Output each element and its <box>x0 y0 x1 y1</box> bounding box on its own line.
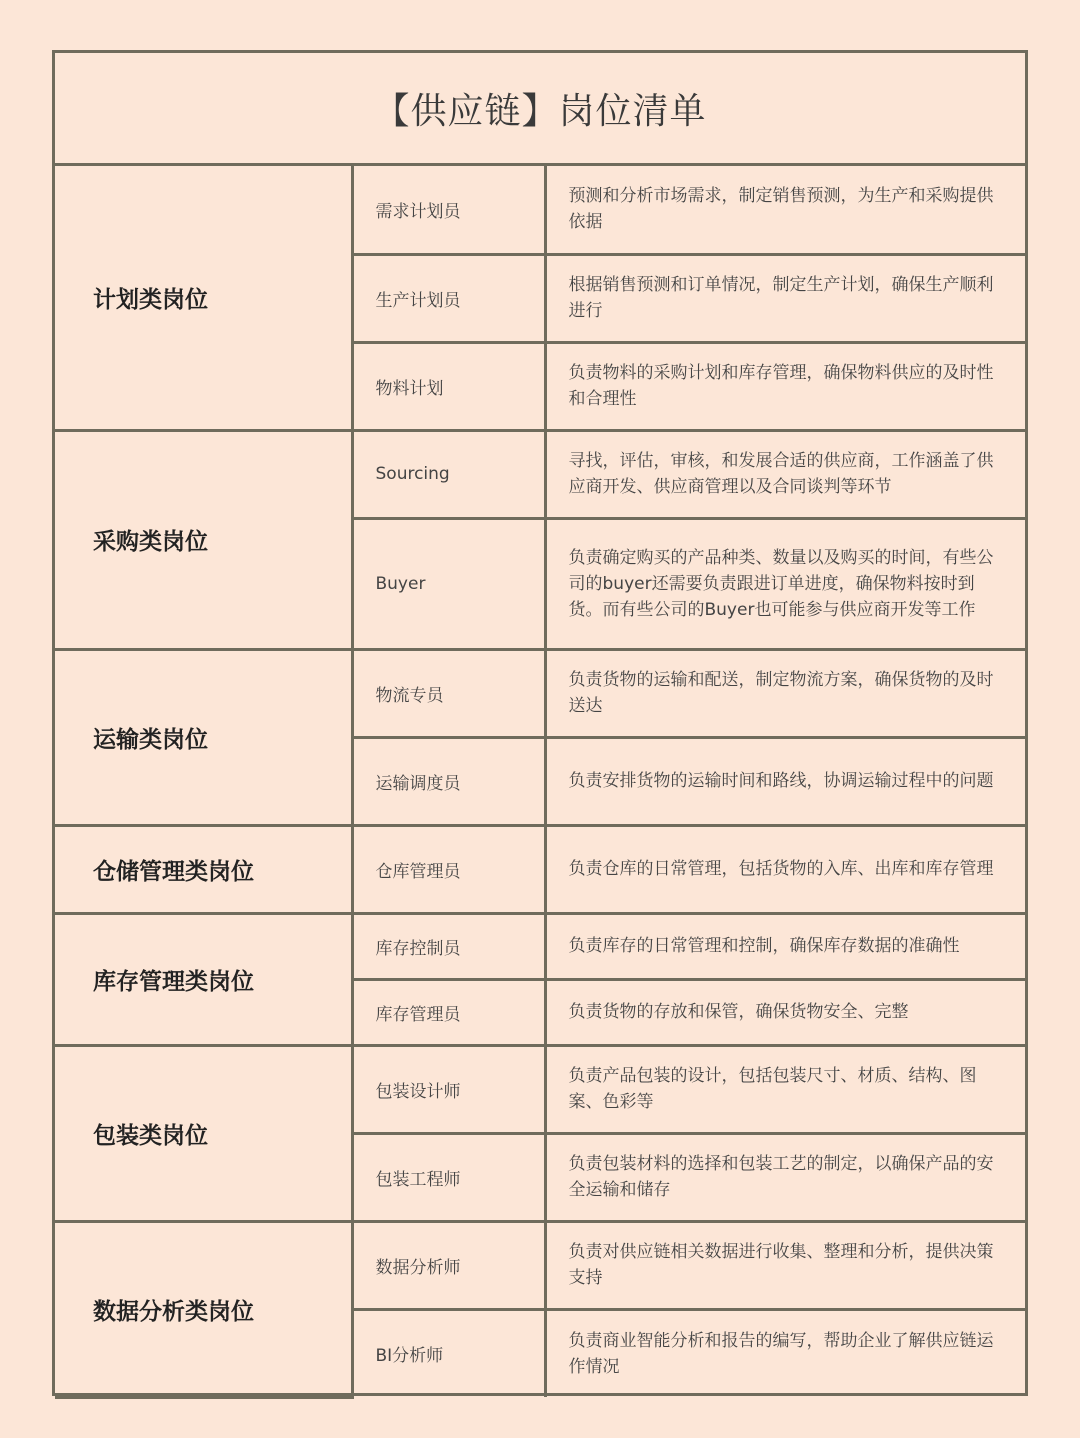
category-cell <box>55 430 352 649</box>
position-cell <box>352 913 545 979</box>
position-cell <box>352 342 545 430</box>
description-cell <box>545 430 1025 518</box>
position-cell <box>352 1221 545 1309</box>
description-text: 负责物料的采购计划和库存管理，确保物料供应的及时性和合理性 <box>568 363 994 409</box>
position-cell <box>352 254 545 342</box>
description-text: 负责对供应链相关数据进行收集、整理和分析，提供决策支持 <box>568 1242 994 1288</box>
category-cell <box>55 166 352 430</box>
description-text: 负责商业智能分析和报告的编写，帮助企业了解供应链运作情况 <box>568 1330 994 1377</box>
description-text: 根据销售预测和订单情况，制定生产计划，确保生产顺利进行 <box>568 275 994 321</box>
category-cell <box>55 1221 352 1397</box>
description-cell <box>545 1221 1025 1309</box>
description-cell <box>545 649 1025 737</box>
position-label: 仓库管理员 <box>375 861 461 882</box>
category-cell <box>55 913 352 1045</box>
table-row <box>55 1221 1025 1309</box>
position-cell <box>352 825 545 913</box>
position-label: 物流专员 <box>375 685 444 706</box>
description-cell <box>545 825 1025 913</box>
position-label: 包装工程师 <box>375 1169 461 1190</box>
position-label: Sourcing <box>375 464 450 484</box>
position-cell <box>352 649 545 737</box>
title-row <box>55 53 1025 166</box>
position-label: 包装设计师 <box>375 1081 461 1102</box>
description-cell <box>545 518 1025 649</box>
position-cell <box>352 737 545 825</box>
job-list-sheet <box>52 50 1028 1396</box>
description-text: 负责货物的运输和配送，制定物流方案，确保货物的及时送达 <box>568 670 994 716</box>
description-text: 预测和分析市场需求，制定销售预测，为生产和采购提供依据 <box>568 186 994 233</box>
table-row <box>55 649 1025 737</box>
description-cell <box>545 737 1025 825</box>
category-label: 采购类岗位 <box>93 529 208 555</box>
description-cell <box>545 1045 1025 1133</box>
description-text: 负责库存的日常管理和控制，确保库存数据的准确性 <box>568 936 960 956</box>
table-row <box>55 430 1025 518</box>
description-cell <box>545 342 1025 430</box>
table-row <box>55 825 1025 913</box>
description-text: 负责仓库的日常管理，包括货物的入库、出库和库存管理 <box>568 859 994 879</box>
category-label: 包装类岗位 <box>93 1122 208 1149</box>
category-label: 运输类岗位 <box>93 726 208 753</box>
description-cell <box>545 1133 1025 1221</box>
category-cell <box>55 649 352 825</box>
position-label: 运输调度员 <box>375 773 461 794</box>
category-cell <box>55 825 352 913</box>
description-text: 负责货物的存放和保管，确保货物安全、完整 <box>568 1002 909 1022</box>
description-cell <box>545 166 1025 254</box>
table-row <box>55 166 1025 254</box>
job-table-body <box>55 166 1025 1397</box>
category-label: 计划类岗位 <box>93 286 208 313</box>
position-cell <box>352 1045 545 1133</box>
category-label: 数据分析类岗位 <box>93 1298 254 1325</box>
description-text: 负责安排货物的运输时间和路线，协调运输过程中的问题 <box>568 771 994 791</box>
description-cell <box>545 1309 1025 1397</box>
position-label: 库存控制员 <box>375 938 461 959</box>
position-label: 物料计划 <box>375 378 444 399</box>
description-cell <box>545 254 1025 342</box>
description-cell <box>545 913 1025 979</box>
position-label: Buyer <box>375 573 426 594</box>
description-text: 负责包装材料的选择和包装工艺的制定，以确保产品的安全运输和储存 <box>568 1154 994 1200</box>
description-cell <box>545 979 1025 1045</box>
table-row <box>55 913 1025 979</box>
page-title: 【供应链】岗位清单 <box>373 90 707 132</box>
position-label: 需求计划员 <box>375 201 461 222</box>
category-cell <box>55 1045 352 1221</box>
position-label: 库存管理员 <box>375 1004 461 1025</box>
description-text: 寻找，评估，审核，和发展合适的供应商，工作涵盖了供应商开发、供应商管理以及合同谈判等环节 <box>568 451 994 497</box>
position-label: 数据分析师 <box>375 1257 461 1278</box>
position-cell <box>352 1309 545 1397</box>
position-cell <box>352 979 545 1045</box>
description-text: 负责产品包装的设计，包括包装尺寸、材质、结构、图案、色彩等 <box>568 1066 977 1112</box>
category-label: 仓储管理类岗位 <box>93 858 254 885</box>
table-row <box>55 1045 1025 1133</box>
position-cell <box>352 430 545 518</box>
position-cell <box>352 518 545 649</box>
category-label: 库存管理类岗位 <box>93 968 254 995</box>
position-cell <box>352 166 545 254</box>
description-text: 负责确定购买的产品种类、数量以及购买的时间，有些公司的buyer还需要负责跟进订单进度，确保物料按时到货。而有些公司的Buyer也可能参与供应商开发等工作 <box>568 547 994 620</box>
job-table <box>55 166 1025 1399</box>
position-label: BI分析师 <box>375 1346 444 1367</box>
position-label: 生产计划员 <box>375 290 461 311</box>
position-cell <box>352 1133 545 1221</box>
